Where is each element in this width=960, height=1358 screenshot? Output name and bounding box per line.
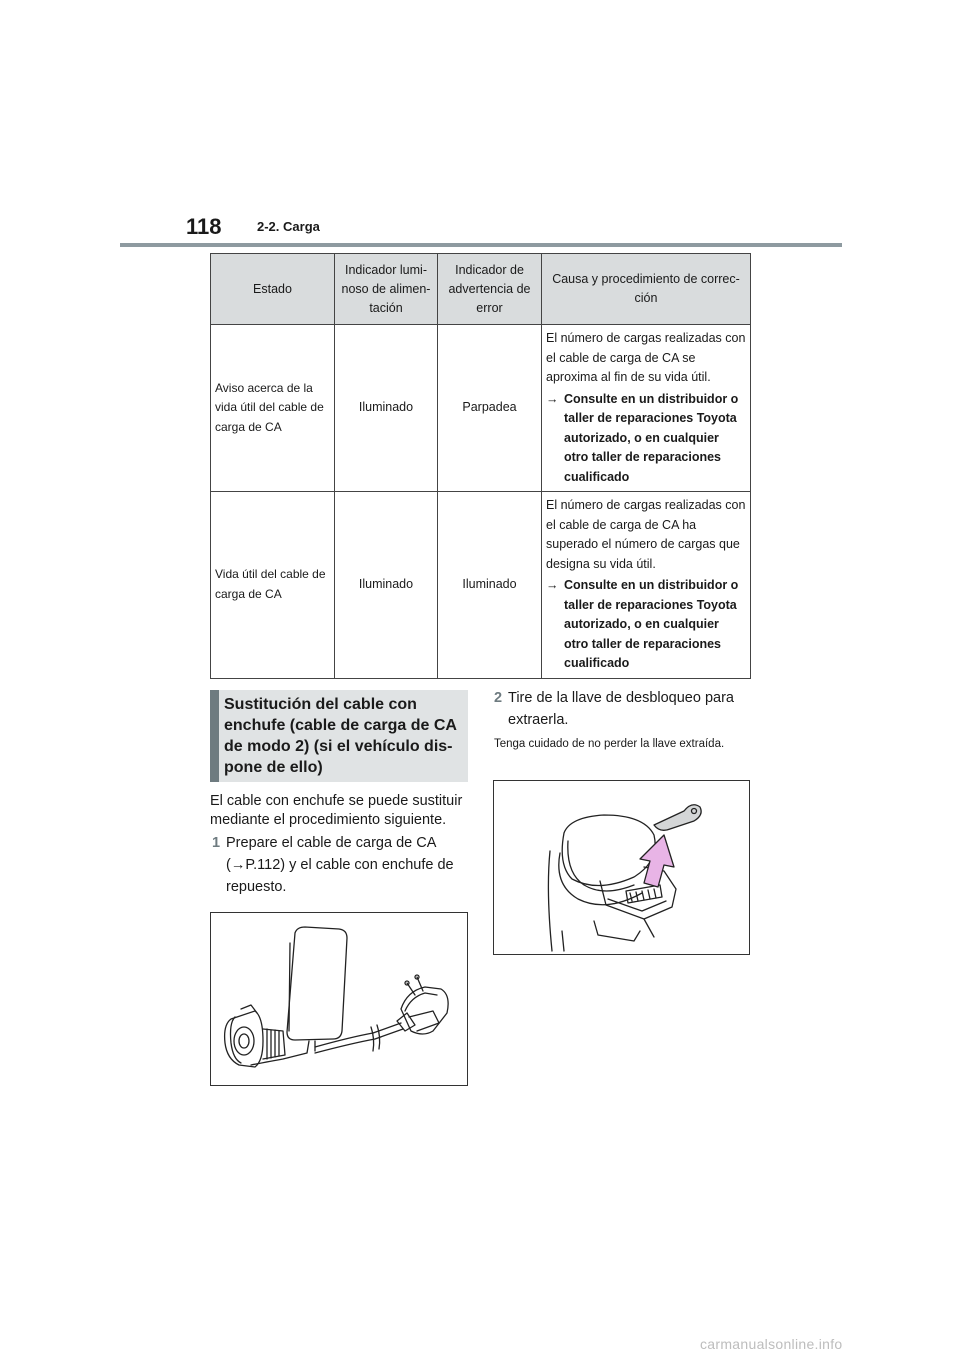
cell-advertencia: Parpadea — [438, 325, 542, 492]
column-header-alimentacion: Indicador lumi-noso de alimen-tación — [335, 254, 438, 325]
step-number: 2 — [494, 690, 503, 706]
step-text: Tire de la llave de desbloqueo para extraerla. — [508, 690, 734, 728]
column-header-causa: Causa y procedimiento de correc-ción — [542, 254, 751, 325]
cell-estado: Vida útil del cable de carga de CA — [211, 492, 335, 679]
table-row — [211, 325, 751, 492]
cause-text: El número de cargas realizadas con el cable de carga de CA ha superado el número de cargas que designa su vida útil. — [546, 498, 746, 571]
cable-plug-drawing — [211, 913, 467, 1085]
arrow-right-icon: → — [546, 391, 559, 406]
step-1 — [212, 832, 467, 898]
unlock-key-illustration — [493, 780, 750, 955]
page-number: 118 — [186, 214, 222, 239]
step-2 — [494, 687, 749, 731]
table-header-row — [211, 254, 751, 325]
section-heading-box — [210, 690, 468, 782]
note-text: Tenga cuidado de no perder la llave extraída. — [494, 738, 725, 750]
header-rule — [120, 243, 842, 247]
watermark: carmanualsonline.info — [700, 1336, 843, 1352]
section-heading-title: Sustitución del cable con enchufe (cable de carga de CA de modo 2) (si el vehículo dis-pone de ello) — [224, 696, 457, 776]
cell-causa — [542, 325, 751, 492]
cell-advertencia: Iluminado — [438, 492, 542, 679]
step-number: 1 — [212, 835, 221, 851]
cell-alimentacion: Iluminado — [335, 325, 438, 492]
cell-estado: Aviso acerca de la vida útil del cable de carga de CA — [211, 325, 335, 492]
section-label: 2-2. Carga — [257, 219, 320, 234]
cell-causa — [542, 492, 751, 679]
cause-action — [546, 576, 746, 674]
cause-action — [546, 390, 746, 488]
column-header-advertencia: Indicador de advertencia de error — [438, 254, 542, 325]
column-header-estado: Estado — [211, 254, 335, 325]
cell-alimentacion: Iluminado — [335, 492, 438, 679]
charging-status-table — [210, 253, 751, 679]
table-row — [211, 492, 751, 679]
intro-paragraph: El cable con enchufe se puede sustituir mediante el procedimiento siguiente. — [210, 793, 463, 828]
section-heading-bar — [210, 690, 219, 782]
arrow-right-icon: → — [546, 578, 559, 592]
cable-plug-illustration — [210, 912, 468, 1086]
step-text: Prepare el cable de carga de CA (→P.112) y el cable con enchufe de repuesto. — [226, 835, 454, 895]
unlock-key-drawing — [494, 781, 749, 954]
cause-text: El número de cargas realizadas con el cable de carga de CA se aproxima al fin de su vida útil. — [546, 331, 746, 384]
cause-action-text: Consulte en un distribuidor o taller de reparaciones Toyota autorizado, o en cualquier otro taller de reparaciones cualificado — [564, 391, 739, 484]
cause-action-text: Consulte en un distribuidor o taller de reparaciones Toyota autorizado, o en cualquier otro taller de reparaciones cualificado — [564, 578, 739, 670]
